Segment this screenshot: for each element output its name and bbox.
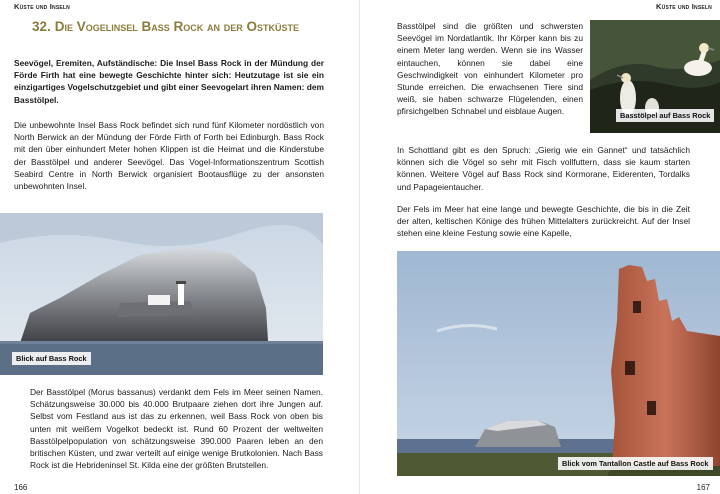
chapter-title: [32, 18, 332, 35]
page-number-right: 167: [696, 483, 710, 492]
right-paragraph-2: Der Fels im Meer hat eine lange und bewegte Geschichte, die bis in die Zeit der alten, keltischen Könige des frühen Mittelalters zurückreicht. Auf der Insel stehen eine kleine Festung sowie eine Kapelle,: [397, 204, 690, 239]
body-paragraph-1: Die unbewohnte Insel Bass Rock befindet sich rund fünf Kilometer nordöstlich von North Berwick an der Mündung der Förde Firth of Forth bei Edinburgh. Bass Rock mit den über einhundert Meter hohen Klippen ist die Heimat und die Kinderstube der Basstölpel und anderer Seevögel. Das Vogel-Informationszentrum Scottish Seabird Centre in North Berwick organisiert Bootausflüge zu der ansonsten unbewohnten Insel.: [14, 120, 324, 192]
running-head-right: Küste und Inseln: [656, 2, 712, 11]
tantallon-caption: Blick vom Tantallon Castle auf Bass Rock: [558, 457, 713, 470]
chapter-number: 32.: [32, 19, 51, 34]
bass-rock-photo: [0, 213, 323, 375]
right-paragraph-1-continued: In Schottland gibt es den Spruch: „Gierig wie ein Gannet“ und tatsächlich können sich die Vögel so sehr mit Fisch vollfuttern, dass sie kaum starten können. Weitere Vögel auf Bass Rock sind Kormorane, Eiderenten, Tordalks und Papageientaucher.: [397, 145, 690, 192]
body-paragraph-2: Der Basstölpel (Morus bassanus) verdankt dem Fels im Meer seinen Namen. Schätzungsweise 30.000 bis 40.000 Brutpaare ziehen dort ihre Jungen auf. Selbst vom Festland aus ist das zu erkennen, weil Bass Rock von oben bis unten mit weißem Vogelkot bedeckt ist. Rund 60 Prozent der weltweiten Basstölpelpopulation von schätzungsweise 390.000 Paaren leben an den britischen Küsten, und zwar verteilt auf einige wenige Brutkolonien. Nach Bass Rock ist die Hebrideninsel St. Kilda eine der größten Brutstellen.: [30, 387, 323, 471]
right-page: [360, 0, 720, 494]
lead-paragraph: Seevögel, Eremiten, Aufständische: Die Insel Bass Rock in der Mündung der Förde Firth hat eine bewegte Geschichte hinter sich: Heutzutage ist sie ein einzigartiges Vogelschutzgebiet und gibt einer Seevogelart ihren Namen: dem Basstölpel.: [14, 58, 324, 105]
running-head-left: Küste und Inseln: [14, 2, 70, 11]
bass-rock-caption: Blick auf Bass Rock: [12, 352, 91, 365]
gannet-caption: Basstölpel auf Bass Rock: [616, 109, 714, 122]
chapter-title-text: Die Vogelinsel Bass Rock an der Ostküste: [54, 19, 300, 34]
tantallon-castle-photo: [397, 251, 720, 476]
right-paragraph-1: Basstölpel sind die größten und schwersten Seevögel im Nordatlantik. Ihr Körper kann bis zu einem Meter lang werden. Wenn sie ins Wasser eintauchen, können sie dabei eine Geschwindigkeit von einhundert Kilometer pro Stunde erreichen. Die erwachsenen Tiere sind weiß, sie haben schwarze Flügelenden, einen pfirsichgelben Schnabel und eisblaue Augen.: [397, 21, 583, 117]
page-number-left: 166: [14, 483, 28, 492]
